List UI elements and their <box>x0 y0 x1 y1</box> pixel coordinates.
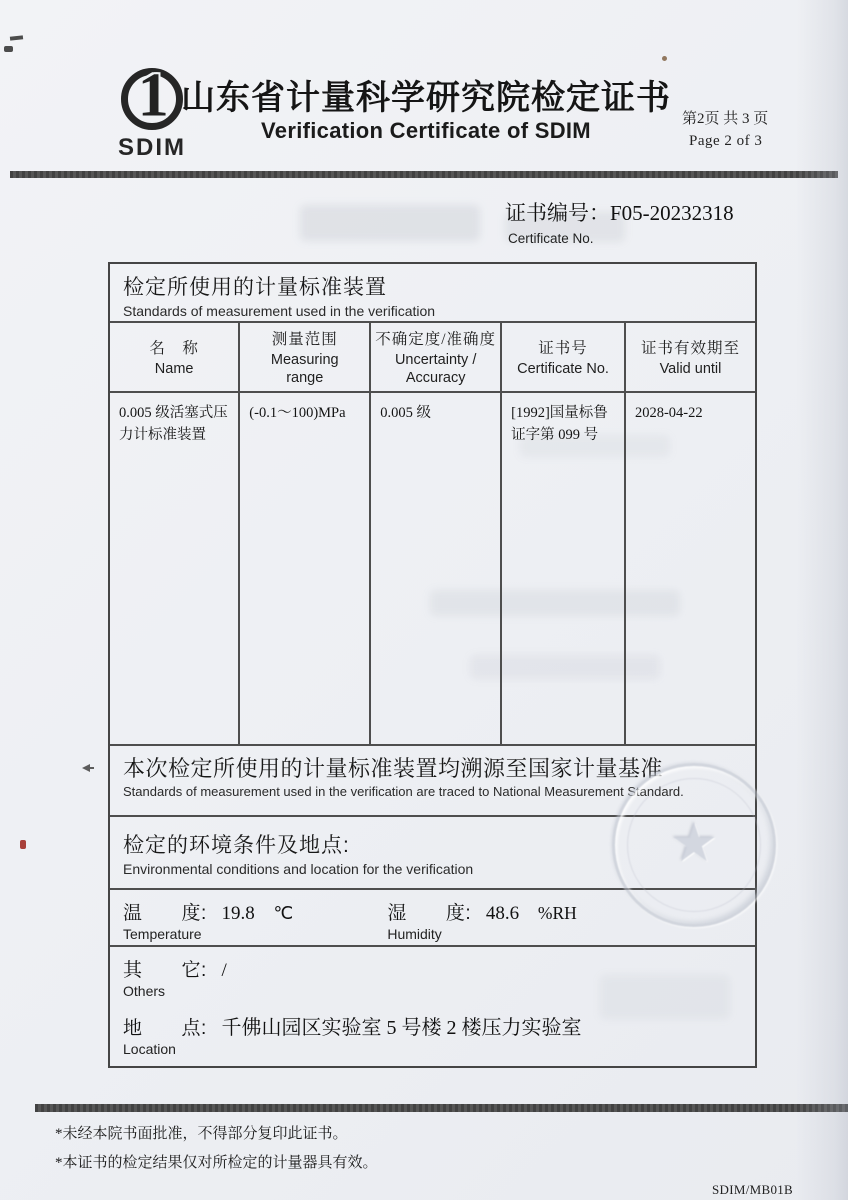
traceability-english: Standards of measurement used in the verification are traced to National Measurement Standard. <box>123 784 684 799</box>
bleed-through-artifact <box>300 205 480 241</box>
pen-arrow-mark <box>82 764 90 772</box>
standards-section-header <box>110 264 755 321</box>
cell-certificate-no: [1992]国量标鲁证字第 099 号 <box>502 393 626 744</box>
humidity-label: 湿 度: <box>387 903 472 924</box>
location-value: 千佛山园区实验室 5 号楼 2 楼压力实验室 <box>221 1017 582 1039</box>
temperature-humidity-row <box>110 888 755 945</box>
others-location-row <box>110 945 755 1066</box>
red-ink-mark <box>20 840 26 849</box>
column-header-measuring-range: 测量范围 Measuring range <box>240 323 371 391</box>
column-header-uncertainty: 不确定度/准确度 Uncertainty / Accuracy <box>371 323 502 391</box>
certificate-number-label-en: Certificate No. <box>508 231 594 246</box>
seal-star-icon: ★ <box>669 812 719 873</box>
location-field <box>123 1011 755 1057</box>
traceability-statement <box>110 744 755 815</box>
location-label: 地 点: <box>123 1018 207 1039</box>
temperature-value: 19.8 <box>221 903 255 924</box>
scan-artifact <box>662 56 667 61</box>
temperature-field <box>110 890 387 945</box>
environment-title-english: Environmental conditions and location for the verification <box>123 861 474 877</box>
humidity-value: 48.6 <box>485 903 520 924</box>
cell-valid-until: 2028-04-22 <box>634 405 703 421</box>
column-header-valid-until: 证书有效期至 Valid until <box>640 339 740 377</box>
page-number <box>682 107 822 150</box>
footer-notes <box>55 1120 378 1177</box>
header-divider-rule <box>10 171 838 178</box>
certificate-number-label: 证书编号： <box>505 201 610 225</box>
standards-title-chinese: 检定所使用的计量标准装置 <box>123 276 387 299</box>
form-code: SDIM/MB01B <box>712 1182 794 1197</box>
certificate-body-box <box>108 262 757 1068</box>
environment-section-header <box>110 815 755 888</box>
footer-note-2: *本证书的检定结果仅对所检定的计量器具有效。 <box>55 1154 378 1171</box>
traceability-chinese: 本次检定所使用的计量标准装置均溯源至国家计量基准 <box>123 756 664 781</box>
standards-title-english: Standards of measurement used in the verification <box>123 303 436 319</box>
certificate-number-block <box>505 197 734 246</box>
certificate-number-value: F05-20232318 <box>610 201 734 225</box>
others-value: / <box>221 960 227 981</box>
sdim-logo-icon: 1 <box>121 68 183 130</box>
scan-artifact <box>10 35 23 40</box>
page-number-english: Page 2 of 3 <box>689 133 763 149</box>
scan-artifact <box>4 46 13 52</box>
page-number-chinese: 第2页 共 3 页 <box>682 111 769 127</box>
humidity-label-en: Humidity <box>387 926 442 942</box>
standards-table <box>110 321 755 744</box>
table-row <box>110 393 755 744</box>
column-header-name: 名 称 Name <box>110 323 240 391</box>
footer-divider-rule <box>35 1104 848 1112</box>
others-label-en: Others <box>123 983 166 999</box>
page-title-chinese: 山东省计量科学研究院检定证书 <box>181 80 671 117</box>
temperature-label-en: Temperature <box>123 926 202 942</box>
humidity-unit: %RH <box>537 903 577 923</box>
logo-text: SDIM <box>118 134 186 161</box>
humidity-field <box>387 890 755 945</box>
others-label: 其 它: <box>123 960 207 981</box>
standards-table-header-row <box>110 323 755 393</box>
others-field <box>123 955 755 999</box>
temperature-label: 温 度: <box>123 903 207 924</box>
environment-title-chinese: 检定的环境条件及地点: <box>123 834 350 857</box>
cell-measuring-range: (-0.1～100)MPa <box>240 393 371 744</box>
footer-note-1: *未经本院书面批准，不得部分复印此证书。 <box>55 1126 348 1142</box>
cell-accuracy: 0.005 级 <box>371 393 502 744</box>
cell-standard-name: 0.005 级活塞式压力计标准装置 <box>110 393 240 744</box>
temperature-unit: ℃ <box>273 903 294 923</box>
location-label-en: Location <box>123 1041 176 1057</box>
column-header-certificate-no: 证书号 Certificate No. <box>502 323 626 391</box>
page-title-english: Verification Certificate of SDIM <box>261 118 591 143</box>
